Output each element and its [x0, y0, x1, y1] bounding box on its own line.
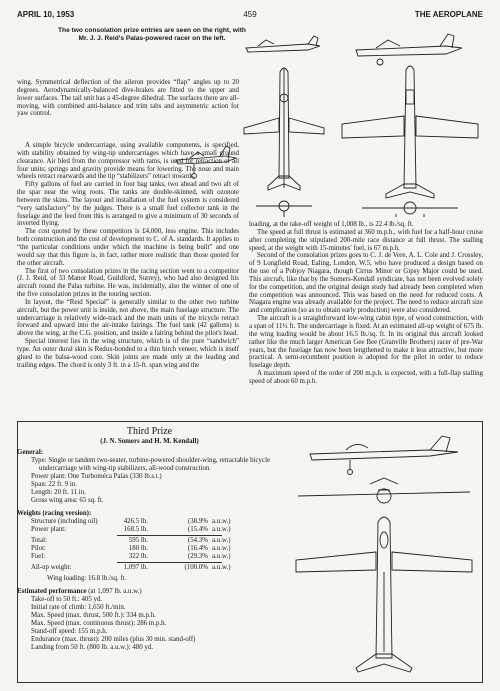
third-prize-title: Third Prize [126, 426, 173, 437]
weight-row: Power plant: 168.5 lb. (15.4% a.u.w.) [31, 526, 231, 533]
perf-item: Take-off to 50 ft.: 405 yd. [31, 596, 103, 603]
perf-item: Landing from 50 ft. (800 lb. a.u.w.): 480 yd. [31, 644, 154, 651]
reid-special-three-view [238, 28, 330, 218]
article-column-left-top [17, 79, 239, 118]
spec-type: Type: Single or tandem two-seater, turbine-powered shoulder-wing, retractable bicycle undercarriage with wing-tip stabilizers, all-wood construction. [31, 457, 271, 472]
paragraph: The aircraft is a straightforward low-wing cabin type, of wood construction, with a span of 11½ ft. The undercarriage is fixed. At an estimated all-up weight of 675 lb. the wing loading would be about 16.5 lb./sq. ft. In its original this aircraft looked rather like the much larger American Gee Bee (Granville Brothers) racer of pre-War years, but the fuselage has now been lengthened to make it less attractive, but more practical. A semi-recumbent position is adopted for the pilot in order to reduce fuselage depth. [249, 315, 483, 370]
paragraph: loading, at the take-off weight of 1,008 lb., is 22.4 lb./sq. ft. [249, 221, 414, 228]
spec-power-plant: Power plant: One Turboméca Palas (330 lb.s.t.) [31, 473, 162, 480]
perf-item: Stand-off speed: 155 m.p.h. [31, 628, 108, 635]
perf-item: Endurance (max. thrust): 200 miles (plus 30 min. stand-off) [31, 636, 196, 643]
weights-heading: Weights (racing version): [17, 510, 92, 517]
figure-caption: The two consolation prize entries are seen on the right, with Mr. J. J. Reid's Palas-powered racer on the left. [58, 27, 246, 42]
paragraph: Fifty gallons of fuel are carried in four bag tanks, two ahead and two aft of the spar near the wing roots. The tanks are double-skinned, with ozonote between the skins. The layout and installation of the fuel system is considered “very satisfactory” by the judges. There is a small fuel collector tank in the fuselage and the feed from this is arranged to give a minimum of 30 seconds of inverted flying. [17, 181, 239, 228]
weight-row: Total: 595 lb. (54.3% a.u.w.) [31, 537, 231, 544]
issue-date: APRIL 10, 1953 [17, 10, 75, 19]
wing-loading: Wing loading: 16.8 lb./sq. ft. [47, 575, 127, 582]
third-prize-authors: (J. N. Somers and H. M. Kendall) [100, 438, 199, 445]
magazine-title: THE AEROPLANE [414, 10, 483, 19]
third-prize-specs [17, 428, 282, 652]
somers-kendall-three-view [290, 432, 478, 678]
paragraph: wing. Symmetrical deflection of the aileron provides “flap” angles up to 20 degrees. Aerodynamically-balanced dive-brakes are fitted to the upper and lower surfaces. The tail unit has a 45-degree dihedral. The surfaces there are all-moving, with combined anti-balance and trim tabs and asymmetric action for yaw control. [17, 79, 239, 118]
paragraph: Second of the consolation prizes goes to C. J. de Vere, A. L. Cole and J. Crossley, of 9 Longfield Road, Ealing, London, W.5, who have produced a design based on the use of a Pobjoy Niagara, though Cirrus Minor or Gipsy Major could be used. This aircraft, like that by the Somers-Kendall syndicate, has not been evolved solely for the competition, and the original design study had already been completed when the competition was announced. This was based on the need for reduced costs. A Niagara engine was already available for the project. The need to reduce aircraft size and complication (so as to obtain early production) were also considered. [249, 252, 483, 315]
divider [117, 535, 222, 536]
paragraph: A maximum speed of the order of 200 m.p.h. is expected, with a full-flap stalling speed of about 60 m.p.h. [249, 370, 483, 385]
weight-row: Structure (including oil) 426.5 lb. (38.9% a.u.w.) [31, 518, 231, 525]
weight-row: Pilot: 180 lb. (16.4% a.u.w.) [31, 545, 231, 552]
general-heading: General: [17, 449, 44, 456]
spec-wing-area: Gross wing area: 65 sq. ft. [31, 497, 104, 504]
paragraph: A simple bicycle undercarriage, using available components, is specified, with stability obtained by wing-tip undercarriages which have a small ground clearance. Air bled from the compressor with rams, is used for retraction of all four units; springs and gravity provide means for lowering. The nose and main wheels retract rearwards and the tip “stabilizers” retract inwards. [17, 142, 239, 181]
paragraph: The cost quoted by these competitors is £4,000, less engine. This includes both construction and the cost of development to C. of A. standards. It applies to “the particular conditions under which the machine is being built” and one would say that this figure is, in fact, rather more realistic than those quoted for the other aircraft. [17, 228, 239, 267]
performance-heading: Estimated performance (at 1,097 lb. a.u.w.) [17, 588, 142, 595]
weight-row-total: All-up weight: 1,097 lb. (100.0% a.u.w.) [31, 564, 231, 571]
paragraph: In layout, the “Reid Special” is generally similar to the other two turbine aircraft, but the power unit is inside, not above, the main fuselage structure. The undercarriage is relatively wide-track and the main units of the tricycle retract forward and upward into the air-intake fairings. The fuel tank (42 gallons) is above the wing, at the C.G. position, and inside a fairing behind the pilot's head. [17, 298, 239, 338]
page-number: 459 [243, 10, 257, 19]
spec-length: Length: 20 ft. 11 in. [31, 489, 86, 496]
perf-item: Max. Speed (max. thrust, 500 ft.): 334 m.p.h. [31, 612, 156, 619]
page-header [17, 10, 483, 22]
weight-row: Fuel: 322 lb. (29.3% a.u.w.) [31, 553, 231, 560]
perf-item: Initial rate of climb: 1,650 ft./min. [31, 604, 126, 611]
paragraph: Special interest lies in the wing structure, which is of the pure “sandwich” type. An outer dural skin is Redux-bonded to a thin birch veneer, which is itself glued to the balsa-wood core. Skin joints are made only at the leading and trailing edges. The chord is only 3 ft. in a 15-ft. span wing and the [17, 338, 239, 369]
divider [117, 562, 222, 563]
paragraph: The speed at full thrust is estimated at 360 m.p.h., with fuel for a half-hour cruise after completing the stipulated 200-mile race distance at full thrust. The stalling speed, at the weight with 15-minutes' fuel, is 67 m.p.h. [249, 228, 483, 252]
spec-span: Span: 22 ft. 9 in. [31, 481, 77, 488]
paragraph: The first of two consolation prizes in the racing section went to a competitor (J. J. Reid, of 33 Manor Road, Guildford, Surrey), who had also designed his aircraft round the Palas turbine. He was, incidentally, also the winner of one of the five consolation prizes in the touring section. [17, 267, 239, 299]
de-vere-three-view [336, 28, 484, 218]
perf-item: Max. Speed (max. continuous thrust): 286 m.p.h. [31, 620, 167, 627]
article-column-right [249, 221, 483, 386]
article-column-left [17, 142, 239, 369]
